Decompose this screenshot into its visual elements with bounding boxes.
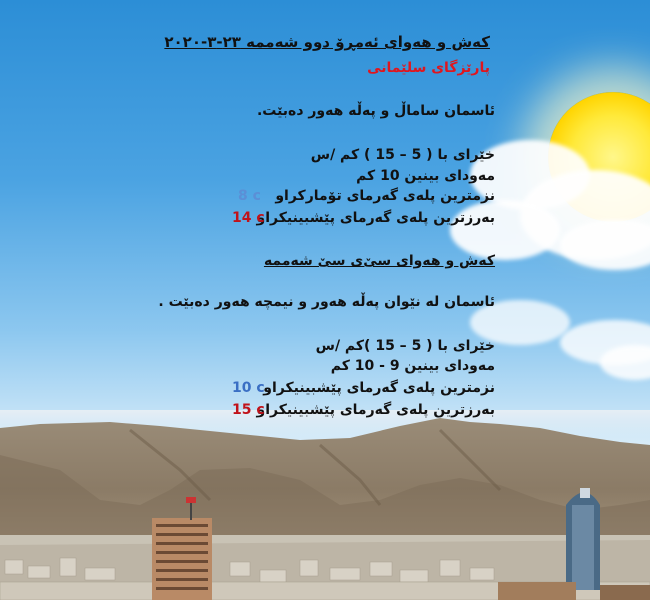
day2-min-label: نزمترین پلەی گەرمای پێشبینیکراو xyxy=(263,380,495,396)
day1-visibility: مەودای بینین 10 کم xyxy=(356,168,495,184)
day2-max-value: 15 c xyxy=(232,402,265,418)
day2-min-value: 10 c xyxy=(232,380,265,396)
day2-sky: ئاسمان لە نێوان پەڵە هەور و نیمچە هەور دەبێت . xyxy=(158,294,495,310)
day1-sky: ئاسمان ساماڵ و پەڵە هەور دەبێت. xyxy=(256,103,495,119)
day1-min-value: 8 c xyxy=(238,188,261,204)
day2-wind: خێرای با ( 5 – 15 )کم /س xyxy=(315,338,495,354)
day1-min-label: نزمترین پلەی گەرمای تۆمارکراو xyxy=(275,188,495,204)
day1-max-label: بەرزترین پلەی گەرمای پێشبینیکراو xyxy=(256,210,495,226)
day1-wind: خێرای با ( 5 – 15 ) کم /س xyxy=(310,147,495,163)
province-name: پارێزگای سلێمانی xyxy=(367,60,490,76)
day2-max-label: بەرزترین پلەی گەرمای پێشبینیکراو xyxy=(256,402,495,418)
day2-visibility: مەودای بینین 9 - 10 کم xyxy=(330,358,495,374)
forecast-title: کەش و هەوای ئەمڕۆ دوو شەممە ٢٣-٣-٢٠٢٠ xyxy=(164,33,490,51)
day1-max-value: 14 c xyxy=(232,210,265,226)
day2-heading: کەش و هەوای سێ‌ی سێ شەممە xyxy=(263,253,495,269)
